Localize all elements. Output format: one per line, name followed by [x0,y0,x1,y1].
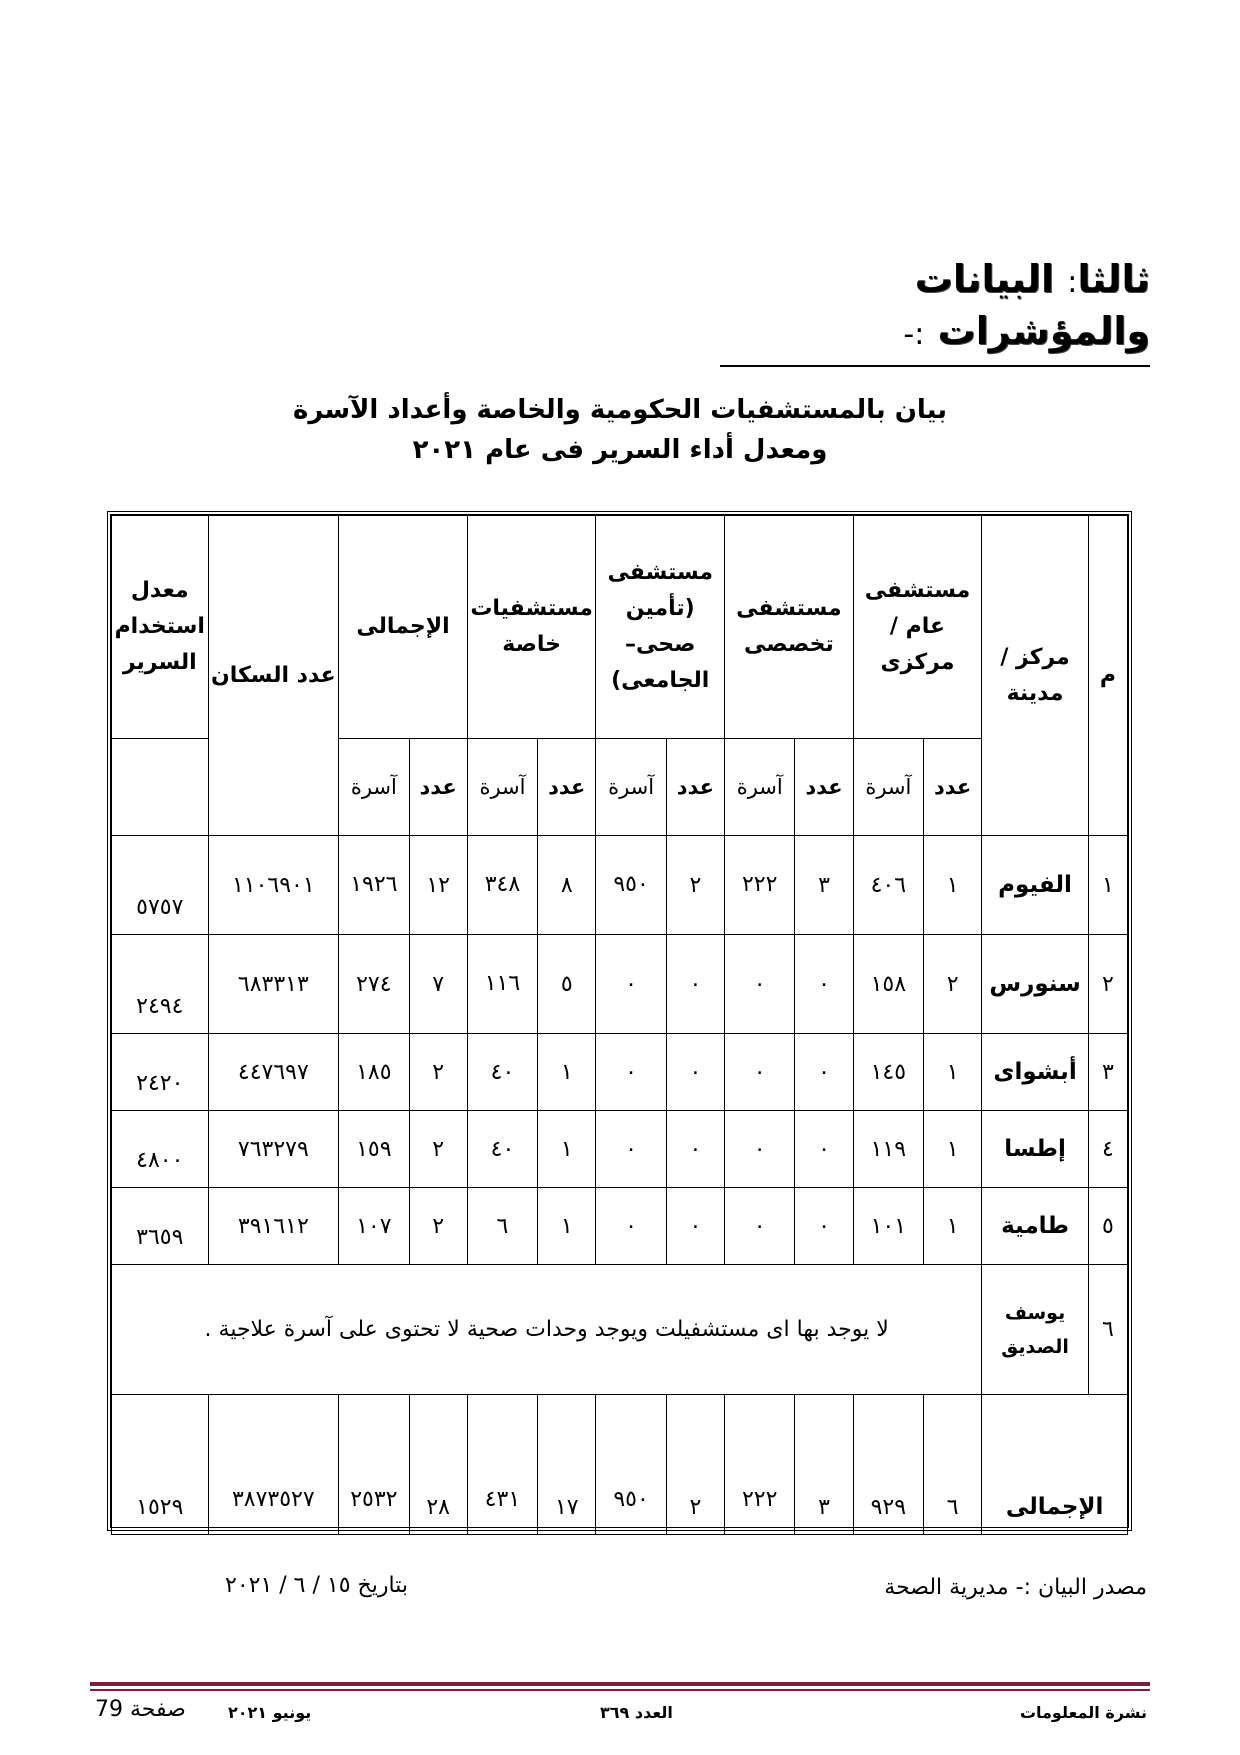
cell-spe-count: ٠ [795,935,853,1034]
total-tot-count: ٢٨ [409,1395,467,1535]
cell-rate: ٤٨٠٠ [112,1111,209,1188]
total-gen-beds: ٩٢٩ [853,1395,923,1535]
cell-pri-count: ١ [538,1034,596,1111]
cell-rate: ٢٤٩٤ [112,935,209,1034]
cell-tot-beds: ١٩٢٦ [339,836,409,935]
cell-tot-count: ١٢ [409,836,467,935]
total-ins-count: ٢ [666,1395,724,1535]
total-rate: ١٥٢٩ [112,1395,209,1535]
cell-spe-count: ٠ [795,1111,853,1188]
table-title-line1: بيان بالمستشفيات الحكومية والخاصة وأعداد الآسرة [292,395,948,425]
cell-pri-count: ٥ [538,935,596,1034]
total-spe-beds: ٢٢٢ [725,1395,795,1535]
cell-pri-beds: ٤٠ [467,1034,537,1111]
cell-tot-beds: ١٠٧ [339,1188,409,1265]
total-spe-count: ٣ [795,1395,853,1535]
cell-gen-beds: ١١٩ [853,1111,923,1188]
cell-m: ٦ [1088,1265,1127,1395]
cell-pri-beds: ٦ [467,1188,537,1265]
hospitals-table [111,515,1128,1535]
cell-spe-count: ٠ [795,1188,853,1265]
cell-gen-beds: ١٥٨ [853,935,923,1034]
heading-tail: :- [903,317,925,352]
table-row [112,1111,1128,1188]
sub-beds: آسرة [725,739,795,836]
table-row [112,1034,1128,1111]
cell-ins-count: ٢ [666,836,724,935]
col-insurance-header: مستشفى (تأمين صحى– الجامعى) [596,516,725,739]
cell-tot-beds: ٢٧٤ [339,935,409,1034]
footer-rule [90,1682,1150,1686]
cell-gen-beds: ١٤٥ [853,1034,923,1111]
total-label: الإجمالى [982,1395,1128,1535]
col-total-header: الإجمالى [339,516,468,739]
sub-rate-empty [112,739,209,836]
cell-city: سنورس [982,935,1089,1034]
cell-city: إطسا [982,1111,1089,1188]
footer-issue: العدد ٣٦٩ [600,1703,673,1722]
cell-pri-beds: ١١٦ [467,935,537,1034]
cell-tot-count: ٢ [409,1111,467,1188]
cell-city: يوسف الصديق [982,1265,1089,1395]
cell-spe-count: ٣ [795,836,853,935]
table-row [112,836,1128,935]
source-note: مصدر البيان :- مديرية الصحة [884,1575,1147,1600]
date-note: بتاريخ ١٥ / ٦ / ٢٠٢١ [225,1573,408,1598]
cell-gen-beds: ٤٠٦ [853,836,923,935]
cell-ins-beds: ٩٥٠ [596,836,666,935]
cell-ins-beds: ٠ [596,935,666,1034]
col-general-header: مستشفى عام / مركزى [853,516,982,739]
cell-rate: ٥٧٥٧ [112,836,209,935]
cell-rate: ٢٤٢٠ [112,1034,209,1111]
sub-count: عدد [666,739,724,836]
cell-ins-count: ٠ [666,1111,724,1188]
cell-population: ٣٩١٦١٢ [208,1188,339,1265]
cell-pri-count: ١ [538,1188,596,1265]
cell-spe-beds: ٠ [725,935,795,1034]
cell-city: الفيوم [982,836,1089,935]
total-ins-beds: ٩٥٠ [596,1395,666,1535]
cell-tot-count: ٢ [409,1034,467,1111]
total-gen-count: ٦ [924,1395,982,1535]
col-private-header: مستشفيات خاصة [467,516,596,739]
col-specialized-header: مستشفى تخصصى [725,516,854,739]
table-title-line2: ومعدل أداء السرير فى عام ٢٠٢١ [412,435,828,465]
cell-m: ١ [1088,836,1127,935]
sub-count: عدد [409,739,467,836]
cell-population: ٦٨٣٣١٣ [208,935,339,1034]
cell-city: طامية [982,1188,1089,1265]
cell-m: ٢ [1088,935,1127,1034]
table-row-note [112,1265,1128,1395]
sub-count: عدد [924,739,982,836]
footer-rule-thin [90,1689,1150,1691]
cell-ins-count: ٠ [666,1188,724,1265]
sub-beds: آسرة [339,739,409,836]
sub-beds: آسرة [467,739,537,836]
section-heading [720,255,1150,367]
cell-pri-beds: ٣٤٨ [467,836,537,935]
cell-gen-count: ١ [924,836,982,935]
cell-spe-beds: ٢٢٢ [725,836,795,935]
cell-spe-beds: ٠ [725,1034,795,1111]
cell-spe-count: ٠ [795,1034,853,1111]
cell-pri-beds: ٤٠ [467,1111,537,1188]
cell-population: ٤٤٧٦٩٧ [208,1034,339,1111]
col-rate-header: معدل استخدام السرير [112,516,209,739]
footer-page-number: صفحة 79 [95,1697,186,1722]
col-population-header: عدد السكان [208,516,339,836]
col-m-header: م [1088,516,1127,836]
hospitals-table-frame [107,511,1132,1531]
cell-spe-beds: ٠ [725,1188,795,1265]
cell-tot-beds: ١٨٥ [339,1034,409,1111]
cell-tot-beds: ١٥٩ [339,1111,409,1188]
footer-month: يونيو ٢٠٢١ [228,1703,312,1722]
cell-population: ١١٠٦٩٠١ [208,836,339,935]
sub-count: عدد [538,739,596,836]
cell-ins-count: ٠ [666,935,724,1034]
cell-note: لا يوجد بها اى مستشفيلت ويوجد وحدات صحية لا تحتوى على آسرة علاجية . [112,1265,982,1395]
total-population: ٣٨٧٣٥٢٧ [208,1395,339,1535]
heading-sep: : [1067,265,1078,300]
cell-pri-count: ٨ [538,836,596,935]
total-tot-beds: ٢٥٣٢ [339,1395,409,1535]
cell-city: أبشواى [982,1034,1089,1111]
sub-beds: آسرة [853,739,923,836]
table-row [112,935,1128,1034]
cell-gen-count: ١ [924,1188,982,1265]
total-pri-count: ١٧ [538,1395,596,1535]
sub-count: عدد [795,739,853,836]
cell-gen-count: ١ [924,1034,982,1111]
cell-tot-count: ٢ [409,1188,467,1265]
cell-ins-count: ٠ [666,1034,724,1111]
cell-spe-beds: ٠ [725,1111,795,1188]
cell-m: ٤ [1088,1111,1127,1188]
cell-m: ٥ [1088,1188,1127,1265]
cell-pri-count: ١ [538,1111,596,1188]
footer-publication: نشرة المعلومات [1019,1703,1147,1722]
cell-gen-beds: ١٠١ [853,1188,923,1265]
heading-rest: البيانات والمؤشرات [914,257,1150,353]
cell-tot-count: ٧ [409,935,467,1034]
cell-gen-count: ١ [924,1111,982,1188]
col-city-header: مركز / مدينة [982,516,1089,836]
cell-m: ٣ [1088,1034,1127,1111]
cell-population: ٧٦٣٢٧٩ [208,1111,339,1188]
cell-gen-count: ٢ [924,935,982,1034]
table-row [112,1188,1128,1265]
sub-beds: آسرة [596,739,666,836]
heading-main: ثالثا [1077,257,1150,301]
cell-ins-beds: ٠ [596,1188,666,1265]
cell-rate: ٣٦٥٩ [112,1188,209,1265]
cell-ins-beds: ٠ [596,1111,666,1188]
total-pri-beds: ٤٣١ [467,1395,537,1535]
table-total-row [112,1395,1128,1535]
cell-ins-beds: ٠ [596,1034,666,1111]
